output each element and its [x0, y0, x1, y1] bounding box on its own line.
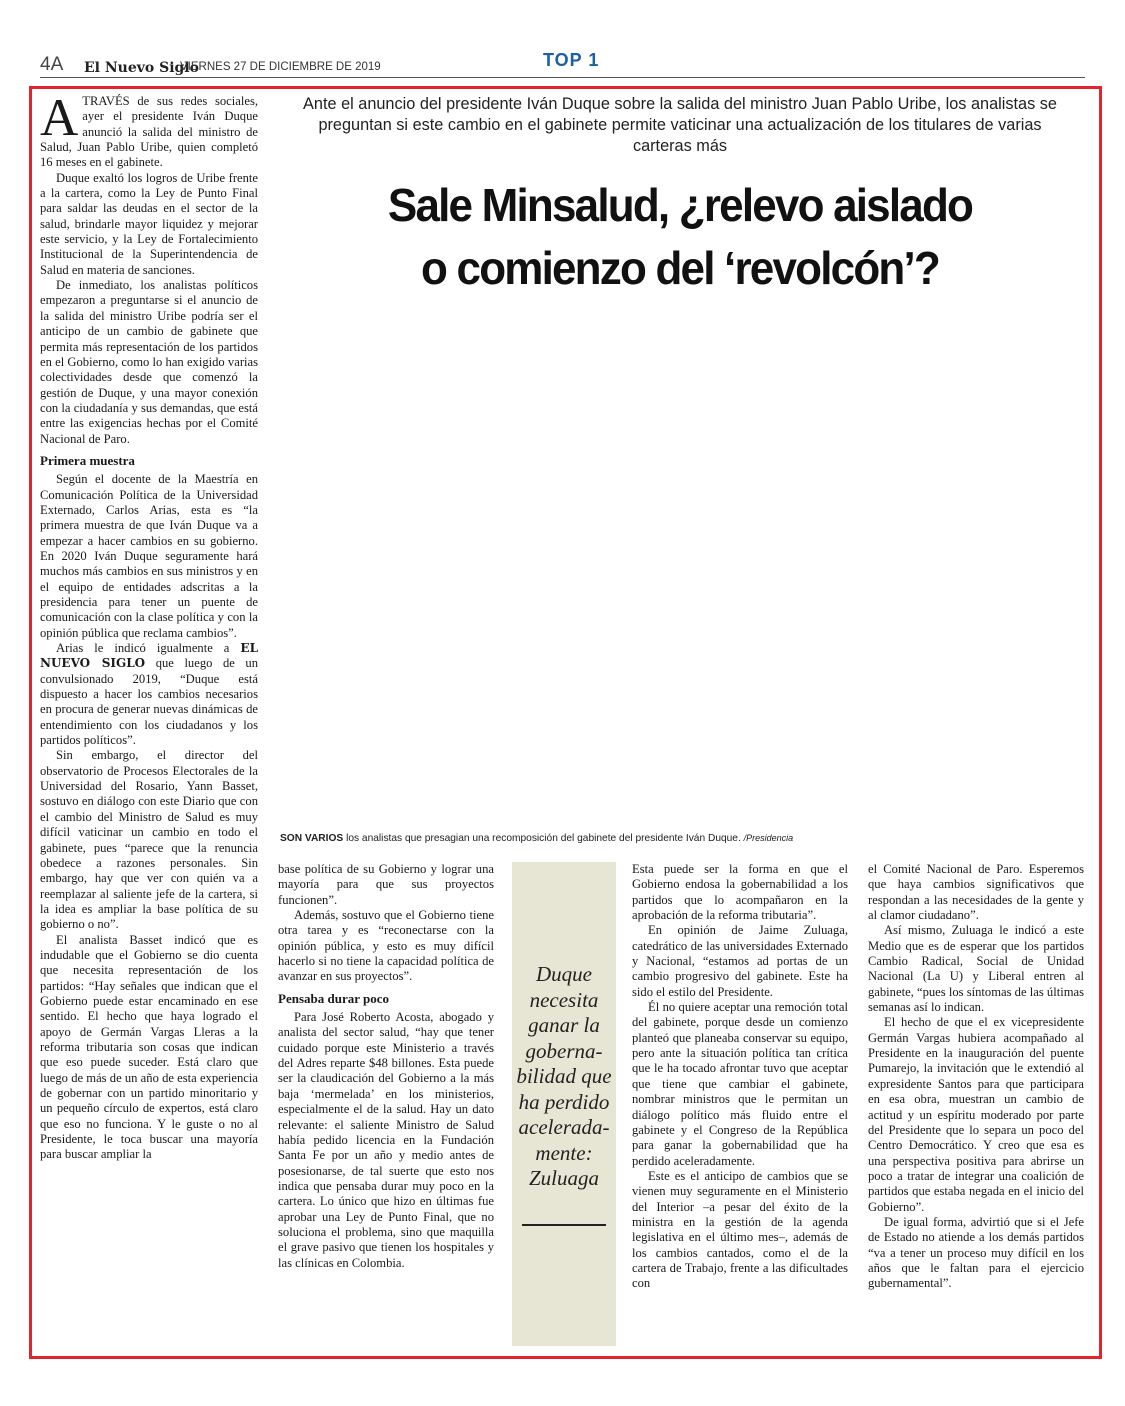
article-column-2 [278, 862, 494, 1271]
article-column-1 [40, 89, 259, 1163]
paragraph: base política de su Gobierno y lograr una mayoría para que sus proyectos funcionen”. [278, 862, 494, 907]
paragraph: Duque exaltó los logros de Uribe frente a la cartera, como la Ley de Punto Final para saldar las deudas en el sector de la salud, brindarle mayor liquidez y mejorar este servicio, y la Ley de Fortalecimiento Institucional de la Superintendencia de Salud en materia de sanciones. [40, 170, 258, 277]
paragraph: Arias le indicó igualmente a EL NUEVO SIGLO que luego de un convulsionado 2019, “Duque está dispuesto a hacer los cambios necesarios en procura de generar nuevas dinámicas de entendimiento con los ciudadanos y los partidos políticos”. [40, 641, 259, 748]
article-column-3 [632, 862, 848, 1292]
article-column-4 [868, 862, 1084, 1292]
article-deck: Ante el anuncio del presidente Iván Duque sobre la salida del ministro Juan Pablo Uribe, los analistas se preguntan si este cambio en el gabinete permite vaticinar una actualización de los titulares de varias carteras más [303, 95, 1057, 155]
paragraph: Esta puede ser la forma en que el Gobierno endosa la gobernabilidad a los partidos que lo acompañaron en la aprobación de la reforma tributaria”. [632, 862, 848, 923]
subhead-primera-muestra: Primera muestra [40, 452, 135, 468]
photo-caption [280, 833, 1080, 844]
paragraph: Según el docente de la Maestría en Comunicación Política de la Universidad Externado, Carlos Arias, esta es “la primera muestra de que Iván Duque va a empezar a hacer cambios en su gobierno. En 2020 Iván Duque seguramente hará muchos más cambios en sus ministros y en el equipo de entidades adscritas a la presidencia para tener un puente de comunicación con la clase política y con la opinión pública que reclama cambios”. [40, 472, 258, 640]
drop-cap: A [40, 89, 79, 147]
masthead: El Nuevo Siglo [84, 60, 199, 76]
lead-paragraph: ATRAVÉS de sus redes sociales, ayer el presidente Iván Duque anunció la salida del ministro de Salud, Juan Pablo Uribe, quien completó 16 meses en el gabinete. [40, 89, 258, 170]
photo-credit: /Presidencia [743, 833, 794, 843]
caption-text: los analistas que presagian una recomposición del gabinete del presidente Iván Duque. [346, 833, 741, 844]
paragraph: El hecho de que el ex vicepresidente Germán Vargas hubiera acompañado al Presidente en la inauguración del puente Pumarejo, la invitación que le extendió al expresidente Santos para que participara en esa obra, muestran un cambio de actitud y un espíritu moderado por parte del Presidente que lo separa un poco del Centro Democrático. Y creo que esa es una perspectiva positiva para abrirse un poco a tratar de integrar una coalición de partidos que estaba negada en el inicio del Gobierno”. [868, 1015, 1084, 1214]
section-label: TOP 1 [543, 50, 600, 70]
issue-date: VIERNES 27 DE DICIEMBRE DE 2019 [180, 61, 381, 73]
paragraph: Sin embargo, el director del observatorio de Procesos Electorales de la Universidad del Rosario, Yann Basset, sostuvo en diálogo con este Diario que con el cambio del Ministro de Salud es muy difícil vaticinar un cambio en todo el gabinete, pues “parece que la renuncia obedece a razones personales. Sin embargo, hay que ver con quién va a reemplazar al saliente jefe de la cartera, si la idea es ampliar la base política de su gobierno o no”. [40, 748, 258, 932]
paragraph: Así mismo, Zuluaga le indicó a este Medio que es de esperar que los partidos Cambio Radical, Social de Unidad Nacional (La U) y Liberal entren al gabinete, “pues los síntomas de las últimas semanas así lo indican. [868, 923, 1084, 1015]
paragraph: Él no quiere aceptar una remoción total del gabinete, porque desde un comienzo planteó que planeaba conservar su equipo, pero ante la situación política tan crítica que le ha tocado afrontar tuvo que aceptar que tiene que cambiar el gabinete, nombrar ministros que le permitan un diálogo político más fluido entre el gabinete y el Congreso de la República para ganar la gobernabilidad que ha perdido aceleradamente. [632, 1000, 848, 1168]
newspaper-brand: EL NUEVO SIGLO [40, 641, 259, 671]
screen-entity-2: de la República [683, 366, 752, 377]
article-headline [290, 175, 1070, 301]
headline-line-2: o comienzo del ‘revolcón’? [421, 243, 939, 295]
pull-quote-rule [522, 1224, 606, 1226]
paragraph: En opinión de Jaime Zuluaga, catedrático de las universidades Externado y Nacional, “estamos ad portas de un cambio progresivo del gabinete. Este ha sido el estilo del Presidente. [632, 923, 848, 999]
pull-quote-box [512, 862, 616, 1346]
paragraph: el Comité Nacional de Paro. Esperemos que haya cambios significativos que respondan a las necesidades de la gente y al clamor ciudadano”. [868, 862, 1084, 923]
paragraph: Para José Roberto Acosta, abogado y analista del sector salud, “hay que tener cuidado porque este Ministerio a través del Adres reparte $48 billones. Esta puede ser la claudicación del Gobierno a la más baja ‘mermelada’ en los ministerios, especialmente el de la salud. Hay un dato relevante: el saliente Ministro de Salud había pedido licencia en la Fundación Santa Fe por un año y medio antes de posesionarse, de tal suerte que esto nos indica que pensaba durar muy poco en la cartera. Lo único que hizo en últimas fue aprobar una Ley de Punto Final, que no soluciona el problema, sino que maquilla el grave pasivo que tienen los hospitales y las clínicas en Colombia. [278, 1010, 494, 1270]
subhead-pensaba-durar-poco: Pensaba durar poco [278, 990, 389, 1006]
page-number: 4A [40, 54, 64, 75]
paragraph: De igual forma, advirtió que si el Jefe de Estado no atiende a los demás partidos “va a tener un proceso muy difícil en los años que le faltan para el ejercicio gubernamental”. [868, 1214, 1084, 1291]
paragraph: Este es el anticipo de cambios que se vienen muy seguramente en el Ministerio del Interior –a pesar del éxito de la ministra en la gestión de la agenda legislativa en el último mes–, además de los cambios cantados, como el de la cartera de Trabajo, frente a las dificultades con [632, 1168, 848, 1291]
caption-lead: SON VARIOS [280, 833, 344, 844]
headline-line-1: Sale Minsalud, ¿relevo aislado [387, 180, 973, 232]
paragraph: Además, sostuvo que el Gobierno tiene otra tarea y es “reconectarse con la opinión pública, y esto es muy difícil hacerlo si no tiene la capacidad política de avanzar en sus proyectos”. [278, 908, 494, 984]
screen-slogan-2: es de todos [577, 367, 645, 382]
page-header [40, 52, 1085, 78]
paragraph: De inmediato, los analistas políticos empezaron a preguntarse si el anuncio de la salida del ministro Uribe podría ser el anticipo de un cambio de gabinete que permita más representación de los partidos en el Gobierno, como lo han exigido varias colectividades desde que comenzó la gestión de Duque, y una mayor conexión con la ciudadanía y sus demandas, que está entre las exigencias hechas por el Comité Nacional de Paro. [40, 278, 258, 446]
pull-quote: Duque necesita ganar la goberna-bilidad que ha perdido acelerada-mente: Zuluaga [516, 962, 612, 1190]
screen-slogan-1: El futuro [577, 352, 626, 367]
screen-entity-1: Presidencia [683, 354, 736, 365]
paragraph: El analista Basset indicó que es indudable que el Gobierno se dio cuenta que necesita representación de los partidos: “Hay señales que indican que el Gobierno puede estar encaminado en ese sentido. El hecho que haya logrado el apoyo de Germán Vargas Lleras a la reforma tributaria son cosas que indican que eso puede suceder. Está claro que luego de más de un año de esta experiencia de gobernar con un partido minoritario y un pequeño círculo de expertos, está claro que eso no funciona. Y le guste o no al Presidente, le toca buscar una mayoría para buscar ampliar la [40, 932, 258, 1162]
